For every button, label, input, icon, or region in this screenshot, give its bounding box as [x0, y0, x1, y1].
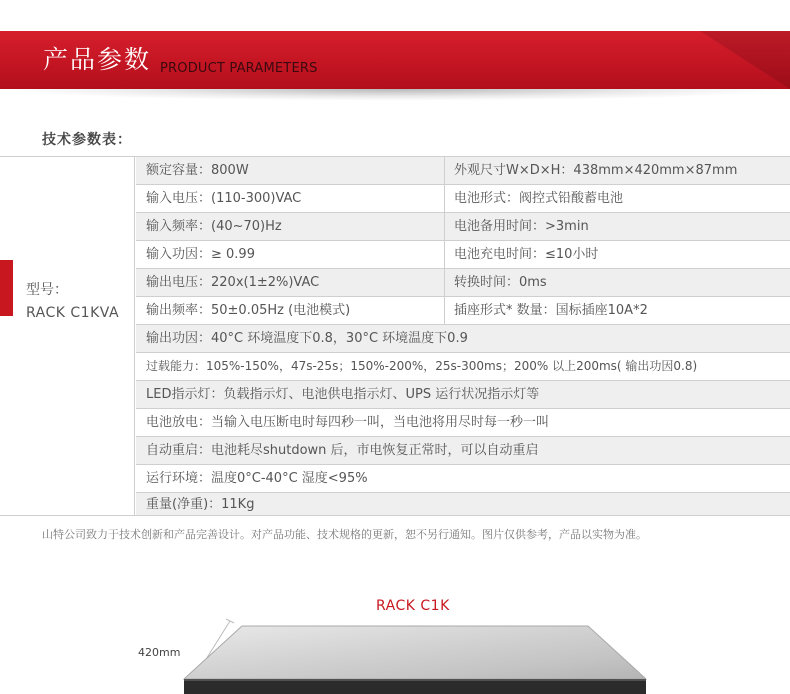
cell-divider	[444, 297, 445, 325]
spec-cell: 输出功因：40°C 环境温度下0.8，30°C 环境温度下0.9	[146, 331, 468, 346]
spec-cell: 输入频率：(40~70)Hz	[146, 219, 282, 234]
disclaimer-text: 山特公司致力于技术创新和产品完善设计。对产品功能、技术规格的更新，恕不另行通知。图片仅供参考，产品以实物为准。	[42, 528, 647, 541]
spec-cell: 额定容量：800W	[146, 163, 249, 178]
table-row	[136, 213, 790, 241]
cell-divider	[444, 269, 445, 297]
spec-cell: 自动重启：电池耗尽shutdown 后，市电恢复正常时，可以自动重启	[146, 443, 539, 458]
device-front-edge	[184, 679, 646, 694]
spec-cell: 输出频率：50±0.05Hz (电池模式)	[146, 303, 351, 318]
spec-cell: 输入电压：(110-300)VAC	[146, 191, 302, 206]
model-column	[0, 157, 135, 515]
model-label: 型号：	[26, 282, 68, 298]
spec-cell: 重量(净重)：11Kg	[146, 497, 255, 512]
table-row	[136, 465, 790, 493]
table-row	[136, 409, 790, 437]
spec-cell: 插座形式* 数量：国标插座10A*2	[454, 303, 648, 318]
header-banner	[0, 31, 790, 89]
product-image	[0, 615, 790, 694]
spec-cell: 转换时间：0ms	[454, 275, 547, 290]
banner-stripe	[700, 31, 790, 89]
table-row	[136, 325, 790, 353]
spec-cell: 过载能力：105%-150%，47s-25s；150%-200%，25s-300ms；200% 以上200ms( 输出功因0.8)	[146, 359, 698, 373]
table-row	[136, 269, 790, 297]
spec-cell: 电池充电时间：≤10小时	[454, 247, 599, 262]
page-title: 产品参数	[43, 45, 152, 74]
spec-cell: 运行环境：温度0°C-40°C 湿度<95%	[146, 471, 368, 486]
spec-cell: 电池形式：阀控式铅酸蓄电池	[454, 191, 624, 206]
table-row	[136, 437, 790, 465]
model-accent-bar	[0, 260, 13, 316]
spec-table	[0, 156, 790, 516]
spec-cell: LED指示灯：负载指示灯、电池供电指示灯、UPS 运行状况指示灯等	[146, 387, 540, 402]
table-row	[136, 185, 790, 213]
device-top-face	[184, 626, 646, 679]
spec-cell: 输出电压：220x(1±2%)VAC	[146, 275, 320, 290]
table-row	[136, 493, 790, 515]
product-title: RACK C1K	[376, 598, 450, 614]
cell-divider	[444, 185, 445, 213]
spec-cell: 输入功因：≥ 0.99	[146, 247, 255, 262]
cell-divider	[444, 213, 445, 241]
cell-divider	[444, 241, 445, 269]
table-row	[136, 157, 790, 185]
dimension-label: 420mm	[138, 646, 181, 659]
spec-cell: 电池放电：当输入电压断电时每四秒一叫，当电池将用尽时每一秒一叫	[146, 415, 550, 430]
model-value: RACK C1KVA	[26, 305, 120, 321]
section-label: 技术参数表：	[42, 132, 132, 148]
banner-shadow	[0, 89, 790, 101]
table-row	[136, 241, 790, 269]
table-row	[136, 381, 790, 409]
table-row	[136, 297, 790, 325]
page-subtitle: PRODUCT PARAMETERS	[160, 61, 318, 76]
table-row	[136, 353, 790, 381]
spec-cell: 外观尺寸W×D×H：438mm×420mm×87mm	[454, 163, 738, 178]
spec-cell: 电池备用时间：>3min	[454, 219, 589, 234]
cell-divider	[444, 157, 445, 185]
